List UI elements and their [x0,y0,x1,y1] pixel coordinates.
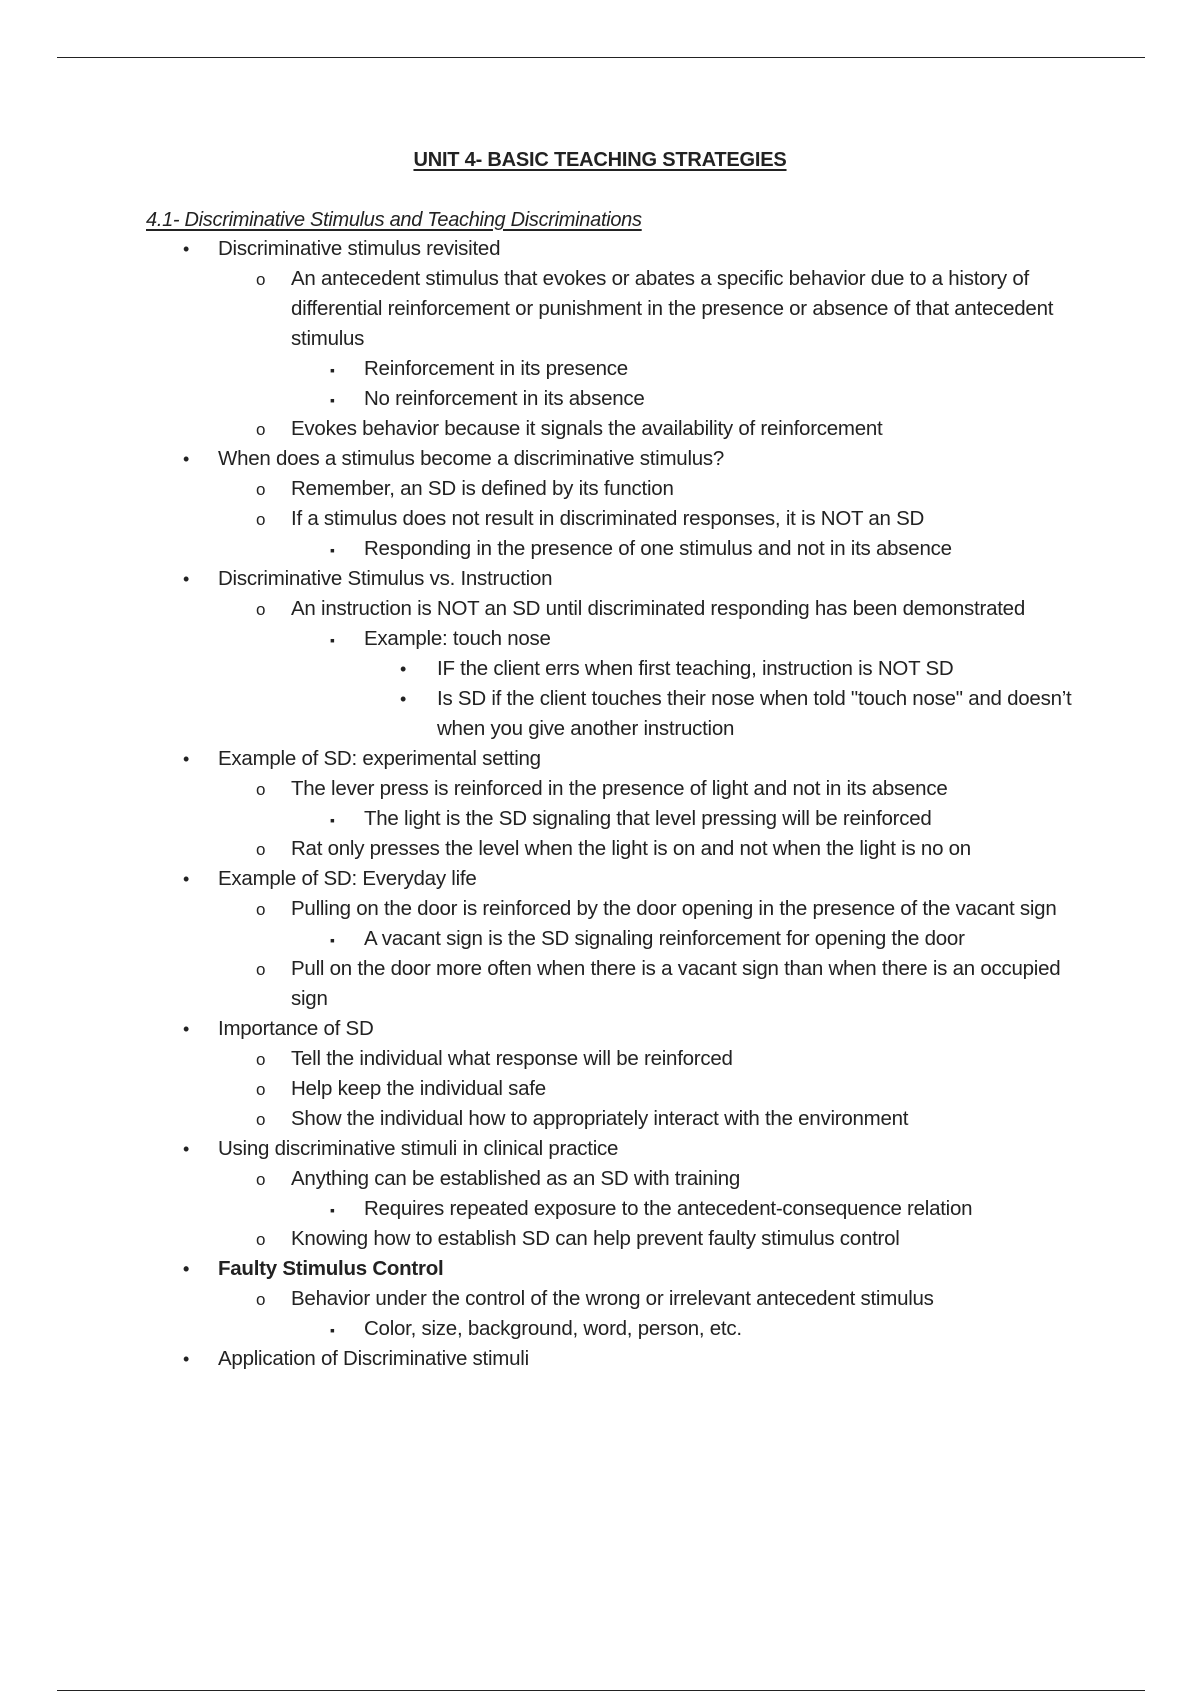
outline-item-text: Discriminative Stimulus vs. Instruction [218,567,553,590]
bullet-icon: • [183,569,190,589]
outline-item-text: Tell the individual what response will be reinforced [291,1047,733,1070]
bullet-icon: • [400,689,407,709]
page-title [0,145,1200,175]
outline-item-text: Requires repeated exposure to the antecedent-consequence relation [364,1197,973,1220]
outline-item-text: Anything can be established as an SD with training [291,1167,741,1190]
outline-item-level-2 [0,1224,1098,1254]
bullet-icon: o [256,960,266,979]
bullet-icon: o [256,1050,266,1069]
bullet-icon: ▪ [330,812,335,828]
outline-item-level-3 [0,1194,1098,1224]
outline-item-level-2 [0,1074,1098,1104]
outline-item-level-1 [0,1254,1098,1284]
outline-item-text: Pulling on the door is reinforced by the door opening in the presence of the vacant sign [291,897,1057,920]
outline-item-text: Responding in the presence of one stimulus and not in its absence [364,537,952,560]
outline-item-level-4 [0,684,1098,744]
outline-item-level-4 [0,654,1098,684]
bullet-icon: ▪ [330,932,335,948]
bullet-icon: ▪ [330,542,335,558]
section-heading: 4.1- Discriminative Stimulus and Teaching Discriminations [146,209,642,231]
outline-item-level-1 [0,864,1098,894]
outline-item-level-1 [0,744,1098,774]
bullet-icon: o [256,1290,266,1309]
top-rule [57,57,1145,58]
outline-item-level-2 [0,834,1098,864]
outline-item-level-3 [0,624,1098,654]
outline-item-text: Discriminative stimulus revisited [218,237,501,260]
bullet-icon: o [256,1080,266,1099]
outline-item-level-3 [0,924,1098,954]
outline-item-text: Behavior under the control of the wrong or irrelevant antecedent stimulus [291,1287,934,1310]
bullet-icon: • [183,1019,190,1039]
bullet-icon: ▪ [330,632,335,648]
bullet-icon: o [256,780,266,799]
bullet-icon: ▪ [330,1322,335,1338]
outline-item-text: Pull on the door more often when there is a vacant sign than when there is an occupied sign [291,957,1061,1010]
outline-item-text: Faulty Stimulus Control [218,1257,444,1280]
outline-item-level-1 [0,1014,1098,1044]
outline-item-text: Example of SD: experimental setting [218,747,541,770]
outline-item-level-2 [0,774,1098,804]
bullet-icon: o [256,510,266,529]
outline-item-level-3 [0,1314,1098,1344]
page-title-text: UNIT 4- BASIC TEACHING STRATEGIES [413,149,787,171]
outline-item-level-2 [0,264,1098,354]
bullet-icon: • [400,659,407,679]
outline-item-level-2 [0,594,1098,624]
outline-item-text: Using discriminative stimuli in clinical practice [218,1137,619,1160]
outline-item-level-2 [0,1104,1098,1134]
outline-item-text: Example: touch nose [364,627,551,650]
bullet-icon: • [183,1349,190,1369]
outline-item-level-1 [0,234,1098,264]
outline-item-text: A vacant sign is the SD signaling reinforcement for opening the door [364,927,965,950]
bullet-icon: ▪ [330,362,335,378]
outline-item-text: Remember, an SD is defined by its function [291,477,674,500]
bullet-icon: • [183,749,190,769]
outline-item-level-3 [0,384,1098,414]
bullet-icon: o [256,1110,266,1129]
outline-item-text: Rat only presses the level when the light is on and not when the light is no on [291,837,971,860]
outline-item-text: Application of Discriminative stimuli [218,1347,529,1370]
bullet-icon: ▪ [330,392,335,408]
outline-item-text: Knowing how to establish SD can help prevent faulty stimulus control [291,1227,900,1250]
outline-item-text: The light is the SD signaling that level pressing will be reinforced [364,807,932,830]
outline-item-level-2 [0,1164,1098,1194]
outline-item-text: Example of SD: Everyday life [218,867,477,890]
outline-item-level-1 [0,444,1098,474]
bullet-icon: o [256,840,266,859]
outline-item-text: If a stimulus does not result in discriminated responses, it is NOT an SD [291,507,925,530]
bullet-icon: o [256,420,266,439]
bullet-icon: o [256,480,266,499]
bottom-rule [57,1690,1145,1691]
outline-item-text: Color, size, background, word, person, etc. [364,1317,742,1340]
bullet-icon: ▪ [330,1202,335,1218]
outline-item-level-2 [0,954,1098,1014]
outline-item-level-3 [0,354,1098,384]
outline-item-level-1 [0,1344,1098,1374]
bullet-icon: • [183,1259,190,1279]
outline-item-level-3 [0,804,1098,834]
outline-list [0,234,1200,1374]
outline-item-level-2 [0,894,1098,924]
outline-item-text: When does a stimulus become a discriminative stimulus? [218,447,725,470]
outline-item-text: An instruction is NOT an SD until discriminated responding has been demonstrated [291,597,1025,620]
bullet-icon: o [256,1170,266,1189]
outline-item-level-2 [0,1284,1098,1314]
outline-item-text: An antecedent stimulus that evokes or abates a specific behavior due to a history of differential reinforcement or punishment in the presence or absence of that antecedent stimulus [291,267,1054,350]
outline-item-text: IF the client errs when first teaching, instruction is NOT SD [437,657,954,680]
bullet-icon: o [256,1230,266,1249]
bullet-icon: o [256,900,266,919]
outline-item-level-2 [0,1044,1098,1074]
outline-item-level-1 [0,564,1098,594]
bullet-icon: • [183,449,190,469]
outline-item-text: The lever press is reinforced in the presence of light and not in its absence [291,777,948,800]
outline-item-text: No reinforcement in its absence [364,387,645,410]
outline-item-text: Evokes behavior because it signals the availability of reinforcement [291,417,883,440]
outline-item-level-3 [0,534,1098,564]
bullet-icon: o [256,270,266,289]
outline-item-level-2 [0,504,1098,534]
outline-item-text: Help keep the individual safe [291,1077,546,1100]
outline-item-text: Reinforcement in its presence [364,357,628,380]
outline-item-level-1 [0,1134,1098,1164]
outline-item-text: Show the individual how to appropriately interact with the environment [291,1107,909,1130]
bullet-icon: • [183,1139,190,1159]
bullet-icon: o [256,600,266,619]
outline-item-level-2 [0,474,1098,504]
bullet-icon: • [183,869,190,889]
outline-item-level-2 [0,414,1098,444]
bullet-icon: • [183,239,190,259]
outline-item-text: Importance of SD [218,1017,374,1040]
outline-item-text: Is SD if the client touches their nose when told "touch nose" and doesn’t when you give another instruction [437,687,1072,740]
